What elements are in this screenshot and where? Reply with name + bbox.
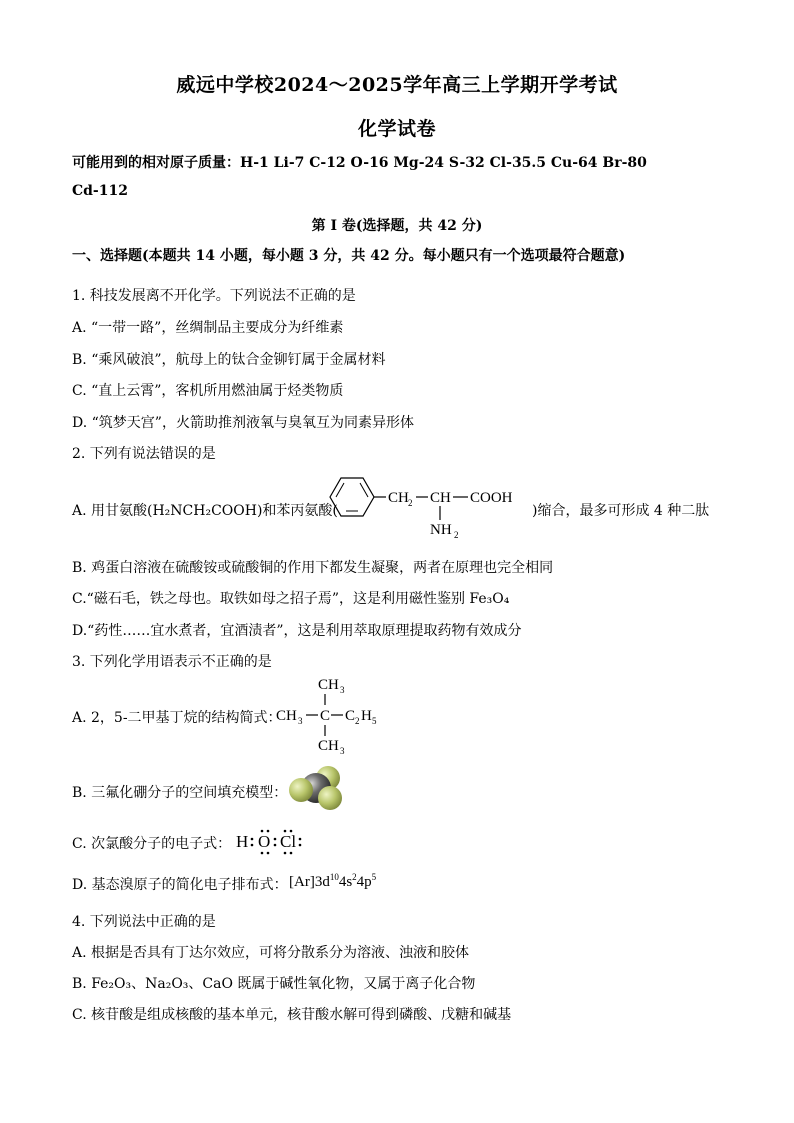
q2-option-d: D.“药性……宜水煮者，宜酒渍者”，这是利用萃取原理提取药物有效成分 (72, 623, 522, 639)
q3-option-d-label: D. 基态溴原子的简化电子排布式： (72, 877, 288, 893)
q3-stem: 3. 下列化学用语表示不正确的是 (72, 654, 272, 670)
dimethylbutane-structure (276, 672, 386, 754)
q1-stem: 1. 科技发展离不开化学。下列说法不正确的是 (72, 288, 356, 304)
atomic-masses-line2: Cd-112 (72, 183, 128, 199)
atomic-masses-line1: 可能用到的相对原子质量：H-1 Li-7 C-12 O-16 Mg-24 S-32 Cl-35.5 Cu-64 Br-80 (72, 155, 647, 171)
fluorine-atom-left (289, 778, 313, 802)
q2-stem: 2. 下列有说法错误的是 (72, 446, 216, 462)
q4-option-c: C. 核苷酸是组成核酸的基本单元，核苷酸水解可得到磷酸、戊糖和碱基 (72, 1007, 512, 1023)
left-ch3-sub: 3 (298, 716, 303, 726)
q1-option-d: D. “筑梦天宫”，火箭助推剂液氧与臭氧互为同素异形体 (72, 415, 414, 431)
q2-option-a-suffix: )缩合，最多可形成 4 种二肽 (532, 503, 710, 519)
struct-ch-text: CH (430, 490, 451, 506)
config-3d: 3d (314, 874, 330, 890)
q1-option-c: C. “直上云霄”，客机所用燃油属于烃类物质 (72, 383, 344, 399)
struct-cooh-text: COOH (470, 490, 513, 506)
bf3-space-filling-model (284, 764, 350, 812)
fluorine-atom-right (318, 786, 342, 810)
bottom-ch3-sub: 3 (340, 746, 345, 754)
q4-option-a: A. 根据是否具有丁达尔效应，可将分散系分为溶液、浊液和胶体 (72, 945, 470, 961)
br-electron-configuration (289, 872, 376, 891)
central-carbon-text: C (320, 708, 331, 724)
phenylalanine-structure (322, 472, 530, 544)
part-title: 一、选择题(本题共 14 小题，每小题 3 分，共 42 分。每小题只有一个选项最符合题意) (72, 248, 626, 264)
config-4p-sup: 5 (371, 872, 377, 882)
q2-option-a-prefix: A. 用甘氨酸(H₂NCH₂COOH)和苯丙氨酸( (72, 503, 338, 519)
q1-option-a: A. “一带一路”，丝绸制品主要成分为纤维素 (72, 320, 344, 336)
q4-option-b: B. Fe₂O₃、Na₂O₃、CaO 既属于碱性氧化物，又属于离子化合物 (72, 976, 476, 992)
exam-subtitle: 化学试卷 (357, 118, 436, 140)
top-ch3-sub: 3 (340, 685, 345, 695)
electron-h: H (236, 832, 249, 851)
config-3d-sup: 10 (329, 872, 339, 882)
struct-ch2-sub: 2 (408, 498, 413, 508)
struct-nh2-text: NH (430, 522, 452, 538)
top-ch3-text: CH (318, 677, 339, 693)
config-4p: 4p (356, 874, 372, 890)
q2-option-c: C.“磁石毛，铁之母也。取铁如母之招子焉”，这是利用磁性鉴别 Fe₃O₄ (72, 591, 510, 607)
electron-cl: Cl (280, 832, 297, 851)
volume-title: 第 I 卷(选择题，共 42 分) (311, 218, 483, 234)
left-ch3-text: CH (276, 708, 297, 724)
ethyl-h-sub: 5 (372, 716, 377, 726)
q3-option-b-label: B. 三氟化硼分子的空间填充模型： (72, 785, 288, 801)
struct-nh2-sub: 2 (454, 530, 459, 540)
hocl-electron-formula (234, 826, 314, 856)
ethyl-c-text: C (345, 708, 356, 724)
ethyl-h-text: H (361, 708, 372, 724)
config-4s-sup: 2 (352, 872, 357, 882)
electron-o: O (258, 832, 271, 851)
q1-option-b: B. “乘风破浪”，航母上的钛合金铆钉属于金属材料 (72, 352, 386, 368)
config-4s: 4s (338, 874, 353, 890)
q3-option-c-label: C. 次氯酸分子的电子式： (72, 836, 232, 852)
ethyl-c-sub: 2 (355, 716, 360, 726)
q4-stem: 4. 下列说法中正确的是 (72, 914, 216, 930)
bottom-ch3-text: CH (318, 738, 339, 754)
exam-title: 威远中学校2024～2025学年高三上学期开学考试 (176, 74, 618, 96)
q3-option-a-label: A. 2，5-二甲基丁烷的结构简式： (72, 710, 282, 726)
config-core: [Ar] (289, 874, 315, 890)
q2-option-b: B. 鸡蛋白溶液在硫酸铵或硫酸铜的作用下都发生凝聚，两者在原理也完全相同 (72, 560, 554, 576)
struct-ch2-text: CH (388, 490, 409, 506)
